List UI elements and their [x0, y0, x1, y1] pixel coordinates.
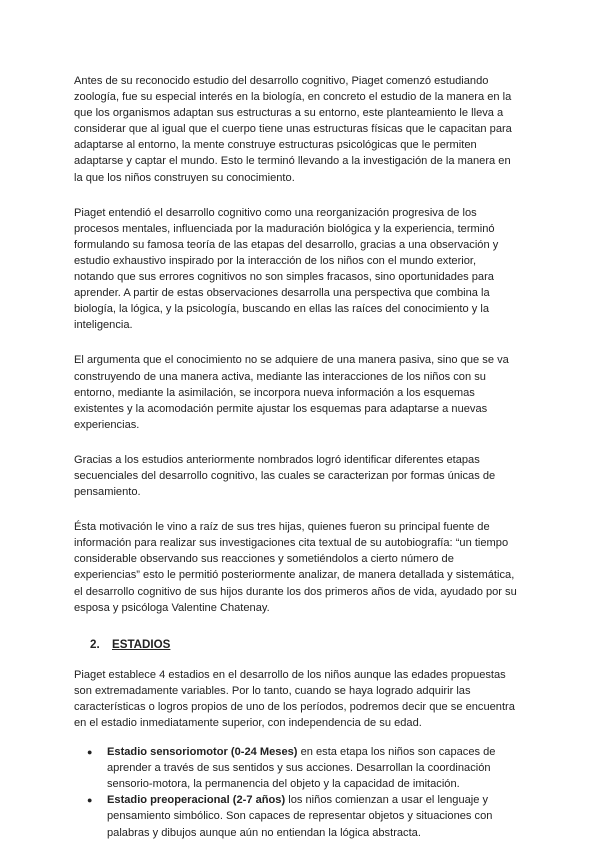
section-number: 2. — [90, 637, 100, 651]
paragraph-daughters-motivation: Ésta motivación le vino a raíz de sus tres hijas, quienes fueron su principal fuente de información para realizar sus investigaciones cita textual de su autobiografía: “un tiempo considerable observando sus reacciones y sometiéndolos a cierto número de experiencias” esto le permitió posteriormente analizar, de manera detallada y sistemática, el desarrollo cognitivo de sus hijos durante los dos primeros años de vida, ayudado por su esposa y psicóloga Valentine Chatenay. — [74, 521, 517, 614]
paragraph-active-knowledge: El argumenta que el conocimiento no se adquiere de una manera pasiva, sino que se va construyendo de una manera activa, mediante las interacciones de los niños con su entorno, mediante la asimilación, se incorpora nueva información a los esquemas existentes y la acomodación permite ajustar los esquemas para adaptarse a nuevas experiencias. — [74, 354, 509, 431]
paragraph-cognitive-development: Piaget entendió el desarrollo cognitivo como una reorganización progresiva de los procesos mentales, influenciada por la maduración biológica y la experiencia, terminó formulando su famosa teoría de las etapas del desarrollo, gracias a una observación y estudio exhaustivo inspirado por la interacción de los niños con el mundo exterior, notando que sus errores cognitivos no son simples fracasos, sino oportunidades para aprender. A partir de estas observaciones desarrolla una perspectiva que combina la biología, la lógica, y la psicología, buscando en ellas las raíces del conocimiento y la inteligencia. — [74, 206, 499, 332]
section-title: ESTADIOS — [112, 637, 171, 651]
stages-list — [74, 744, 518, 841]
bullet-icon: ● — [87, 795, 93, 806]
section-intro-paragraph: Piaget establece 4 estadios en el desarrollo de los niños aunque las edades propuestas son extremadamente variables. Por lo tanto, cuando se haya logrado adquirir las características o logros propios de uno de los períodos, podremos decir que se encuentra en el estadio inmediatamente superior, con independencia de su edad. — [74, 668, 515, 729]
paragraph-sequential-stages: Gracias a los estudios anteriormente nombrados logró identificar diferentes etapas secuenciales del desarrollo cognitivo, las cuales se caracterizan por formas únicas de pensamiento. — [74, 453, 496, 499]
section-heading — [90, 637, 518, 653]
stage-name: Estadio preoperacional (2-7 años) — [107, 794, 286, 807]
bullet-icon: ● — [87, 747, 93, 758]
stage-description: los niños comienzan a usar el lenguaje y pensamiento simbólico. Son capaces de representar objetos y situaciones con palabras y dibujos aunque aún no entiendan la lógica abstracta. — [107, 794, 493, 839]
stage-name: Estadio sensoriomotor (0-24 Meses) — [107, 746, 298, 759]
paragraph-piaget-origins: Antes de su reconocido estudio del desarrollo cognitivo, Piaget comenzó estudiando zoología, fue su especial interés en la biología, en concreto el estudio de la manera en la que los organismos adaptan sus estructuras a su entorno, este planteamiento le lleva a considerar que al igual que el cuerpo tiene unas estructuras físicas que le capacitan para adaptarse al entorno, la mente construye estructuras psicológicas que le permiten adaptarse y captar el mundo. Esto le terminó llevando a la investigación de la manera en la que los niños construyen su conocimiento. — [74, 75, 512, 184]
list-item — [74, 744, 518, 792]
stage-description: en esta etapa los niños son capaces de aprender a través de sus sentidos y sus acciones. Desarrollan la coordinación sensorio-motora, la permanencia del objeto y la capacidad de imitación. — [107, 746, 496, 791]
list-item — [74, 792, 518, 840]
